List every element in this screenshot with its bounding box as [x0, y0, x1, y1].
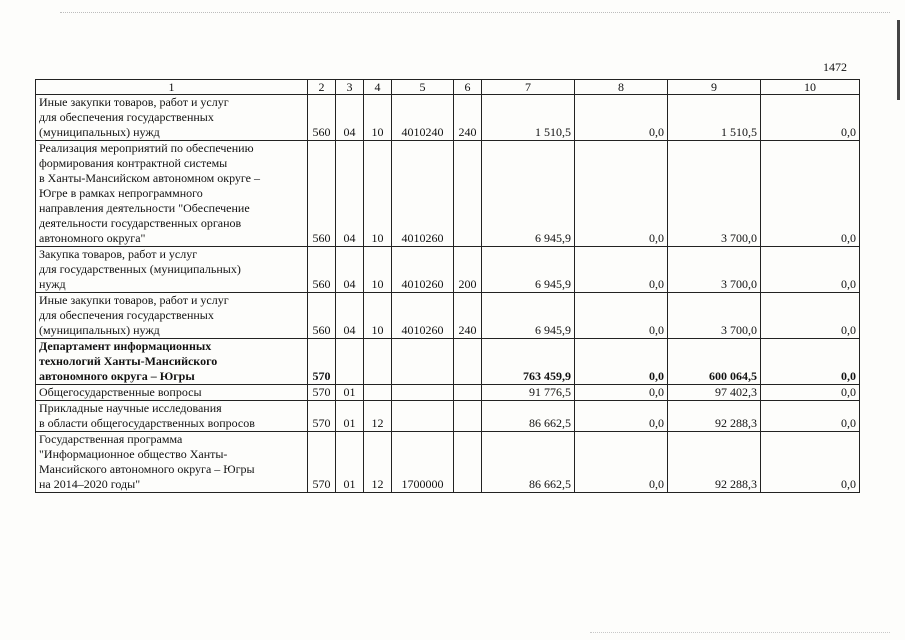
column-header-1: 1 — [36, 80, 308, 95]
scan-artifact-top — [60, 12, 890, 13]
cell-amount-col9: 600 064,5 — [668, 339, 761, 385]
cell-amount-col10: 0,0 — [761, 432, 860, 493]
cell-admin-code: 570 — [308, 339, 336, 385]
cell-subsection: 10 — [364, 141, 392, 247]
table-row — [36, 432, 860, 493]
column-header-6: 6 — [454, 80, 482, 95]
cell-amount-col10: 0,0 — [761, 385, 860, 401]
cell-subsection: 10 — [364, 95, 392, 141]
cell-amount-col7: 6 945,9 — [482, 247, 575, 293]
table-body — [36, 80, 860, 493]
cell-subsection — [364, 339, 392, 385]
cell-amount-col10: 0,0 — [761, 247, 860, 293]
row-name: Департамент информационных технологий Ханты-Мансийского автономного округа – Югры — [36, 339, 308, 385]
cell-amount-col10: 0,0 — [761, 401, 860, 432]
column-header-2: 2 — [308, 80, 336, 95]
cell-target-article — [392, 401, 454, 432]
cell-section: 01 — [336, 401, 364, 432]
cell-target-article: 4010260 — [392, 141, 454, 247]
column-header-4: 4 — [364, 80, 392, 95]
scan-artifact-bottom — [590, 632, 890, 633]
cell-section: 01 — [336, 432, 364, 493]
cell-expense-type: 240 — [454, 95, 482, 141]
cell-admin-code: 560 — [308, 293, 336, 339]
cell-amount-col7: 86 662,5 — [482, 401, 575, 432]
cell-amount-col8: 0,0 — [575, 432, 668, 493]
cell-section: 01 — [336, 385, 364, 401]
cell-amount-col9: 3 700,0 — [668, 141, 761, 247]
table-row — [36, 95, 860, 141]
cell-subsection: 10 — [364, 247, 392, 293]
cell-section — [336, 339, 364, 385]
column-header-5: 5 — [392, 80, 454, 95]
row-name: Прикладные научные исследования в области общегосударственных вопросов — [36, 401, 308, 432]
cell-subsection: 12 — [364, 401, 392, 432]
cell-amount-col8: 0,0 — [575, 95, 668, 141]
cell-expense-type: 240 — [454, 293, 482, 339]
scan-edge-mark — [897, 20, 900, 100]
cell-subsection — [364, 385, 392, 401]
cell-amount-col7: 6 945,9 — [482, 293, 575, 339]
header-row — [36, 80, 860, 95]
table-row — [36, 339, 860, 385]
cell-amount-col9: 1 510,5 — [668, 95, 761, 141]
cell-admin-code: 560 — [308, 247, 336, 293]
column-header-8: 8 — [575, 80, 668, 95]
cell-target-article — [392, 339, 454, 385]
cell-expense-type — [454, 432, 482, 493]
cell-admin-code: 560 — [308, 141, 336, 247]
cell-target-article — [392, 385, 454, 401]
cell-target-article: 1700000 — [392, 432, 454, 493]
cell-amount-col9: 97 402,3 — [668, 385, 761, 401]
cell-section: 04 — [336, 247, 364, 293]
table-row — [36, 293, 860, 339]
cell-amount-col10: 0,0 — [761, 293, 860, 339]
table-row — [36, 385, 860, 401]
cell-amount-col7: 763 459,9 — [482, 339, 575, 385]
column-header-9: 9 — [668, 80, 761, 95]
page-number: 1472 — [823, 60, 847, 74]
row-name: Иные закупки товаров, работ и услуг для обеспечения государственных (муниципальных) нужд — [36, 293, 308, 339]
cell-expense-type — [454, 401, 482, 432]
row-name: Государственная программа "Информационное общество Ханты- Мансийского автономного округа – Югры на 2014–2020 годы" — [36, 432, 308, 493]
table-row — [36, 401, 860, 432]
cell-expense-type — [454, 385, 482, 401]
cell-amount-col10: 0,0 — [761, 339, 860, 385]
cell-amount-col9: 92 288,3 — [668, 401, 761, 432]
column-header-10: 10 — [761, 80, 860, 95]
cell-amount-col7: 86 662,5 — [482, 432, 575, 493]
cell-section: 04 — [336, 141, 364, 247]
cell-amount-col8: 0,0 — [575, 141, 668, 247]
cell-admin-code: 570 — [308, 432, 336, 493]
cell-amount-col10: 0,0 — [761, 95, 860, 141]
cell-admin-code: 570 — [308, 401, 336, 432]
row-name: Общегосударственные вопросы — [36, 385, 308, 401]
cell-amount-col10: 0,0 — [761, 141, 860, 247]
table-row — [36, 247, 860, 293]
cell-section: 04 — [336, 95, 364, 141]
cell-amount-col8: 0,0 — [575, 247, 668, 293]
column-header-7: 7 — [482, 80, 575, 95]
table-row — [36, 141, 860, 247]
cell-target-article: 4010240 — [392, 95, 454, 141]
cell-amount-col8: 0,0 — [575, 401, 668, 432]
row-name: Иные закупки товаров, работ и услуг для обеспечения государственных (муниципальных) нужд — [36, 95, 308, 141]
column-header-3: 3 — [336, 80, 364, 95]
cell-amount-col7: 1 510,5 — [482, 95, 575, 141]
cell-subsection: 12 — [364, 432, 392, 493]
cell-amount-col8: 0,0 — [575, 339, 668, 385]
cell-amount-col9: 3 700,0 — [668, 293, 761, 339]
cell-expense-type — [454, 141, 482, 247]
cell-amount-col8: 0,0 — [575, 385, 668, 401]
row-name: Реализация мероприятий по обеспечению формирования контрактной системы в Ханты-Мансийском автономном округе – Югре в рамках непрограммного направления деятельности "Обеспечение деятельности государственных органов автономного округа" — [36, 141, 308, 247]
cell-target-article: 4010260 — [392, 293, 454, 339]
cell-section: 04 — [336, 293, 364, 339]
cell-expense-type: 200 — [454, 247, 482, 293]
cell-amount-col8: 0,0 — [575, 293, 668, 339]
cell-amount-col9: 92 288,3 — [668, 432, 761, 493]
cell-subsection: 10 — [364, 293, 392, 339]
cell-target-article: 4010260 — [392, 247, 454, 293]
row-name: Закупка товаров, работ и услуг для государственных (муниципальных) нужд — [36, 247, 308, 293]
cell-expense-type — [454, 339, 482, 385]
cell-amount-col7: 6 945,9 — [482, 141, 575, 247]
cell-admin-code: 570 — [308, 385, 336, 401]
cell-amount-col7: 91 776,5 — [482, 385, 575, 401]
budget-table — [35, 79, 860, 493]
cell-admin-code: 560 — [308, 95, 336, 141]
cell-amount-col9: 3 700,0 — [668, 247, 761, 293]
